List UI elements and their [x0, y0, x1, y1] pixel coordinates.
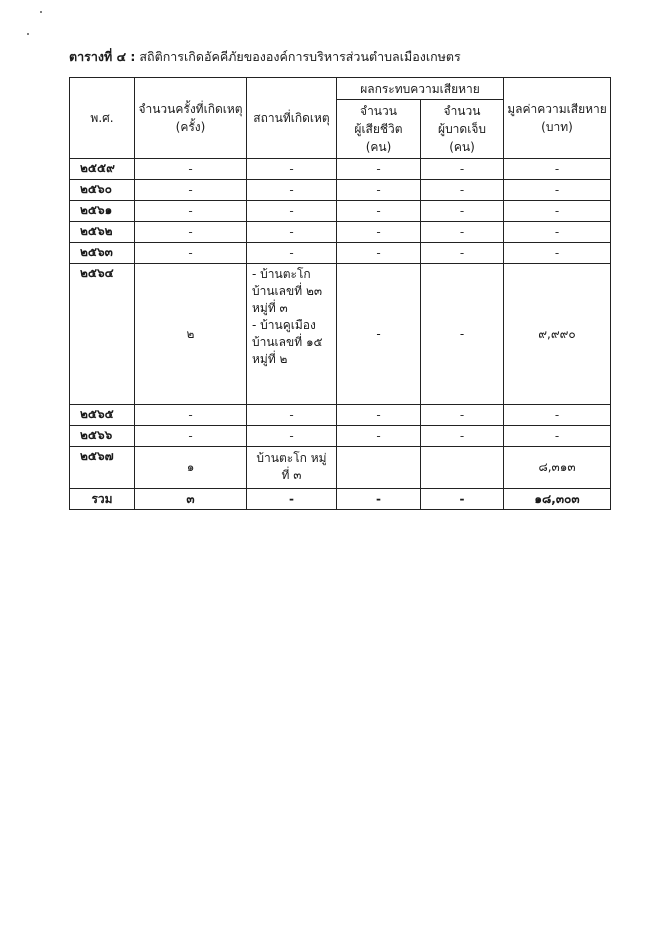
cell-count: -: [135, 201, 247, 222]
cell-value: ๘,๓๑๓: [504, 447, 611, 489]
cell-injured: -: [421, 426, 504, 447]
table-row: [70, 201, 611, 222]
header-value-line1: มูลค่าความเสียหาย: [507, 102, 607, 116]
header-incident-count: [135, 78, 247, 159]
cell-count: ๒: [135, 264, 247, 405]
cell-count: -: [135, 426, 247, 447]
header-deaths-line2: ผู้เสียชีวิต: [354, 122, 403, 136]
cell-value: -: [504, 222, 611, 243]
cell-injured: -: [421, 405, 504, 426]
cell-injured: -: [421, 159, 504, 180]
cell-year: ๒๕๖๕: [70, 405, 135, 426]
total-value: ๑๘,๓๐๓: [504, 489, 611, 510]
total-label: รวม: [70, 489, 135, 510]
cell-year: ๒๕๖๗: [70, 447, 135, 489]
table-row: [70, 243, 611, 264]
table-row: [70, 447, 611, 489]
cell-place: -: [247, 159, 337, 180]
header-injured-line2: ผู้บาดเจ็บ: [438, 122, 486, 136]
table-number: ตารางที่ ๔ :: [69, 49, 136, 64]
total-injured: -: [421, 489, 504, 510]
cell-year: ๒๕๖๐: [70, 180, 135, 201]
place-line: บ้านตะโก หมู่: [256, 451, 327, 465]
cell-count: -: [135, 243, 247, 264]
cell-count: ๑: [135, 447, 247, 489]
cell-place: -: [247, 426, 337, 447]
cell-year: ๒๕๖๔: [70, 264, 135, 405]
cell-deaths: -: [337, 201, 421, 222]
header-impact: ผลกระทบความเสียหาย: [337, 78, 504, 100]
cell-injured: -: [421, 222, 504, 243]
cell-place: -: [247, 222, 337, 243]
header-injured-line3: (คน): [449, 140, 475, 154]
table-row: [70, 426, 611, 447]
place-line: หมู่ที่ ๒: [252, 352, 288, 366]
cell-place: -: [247, 405, 337, 426]
cell-injured: -: [421, 201, 504, 222]
cell-deaths: -: [337, 426, 421, 447]
total-row: [70, 489, 611, 510]
cell-year: ๒๕๖๓: [70, 243, 135, 264]
cell-value: -: [504, 243, 611, 264]
table-row: [70, 180, 611, 201]
cell-place: -: [247, 180, 337, 201]
place-line: ที่ ๓: [281, 468, 302, 482]
cell-count: -: [135, 180, 247, 201]
total-count: ๓: [135, 489, 247, 510]
cell-deaths: -: [337, 405, 421, 426]
cell-injured: -: [421, 180, 504, 201]
cell-value: -: [504, 405, 611, 426]
cell-place: -: [247, 243, 337, 264]
cell-value: -: [504, 426, 611, 447]
cell-deaths: -: [337, 243, 421, 264]
cell-count: -: [135, 405, 247, 426]
header-injured-line1: จำนวน: [443, 104, 481, 118]
table-row: [70, 264, 611, 405]
header-count-line2: (ครั้ง): [175, 120, 206, 134]
cell-injured: -: [421, 243, 504, 264]
cell-year: ๒๕๕๙: [70, 159, 135, 180]
cell-count: -: [135, 222, 247, 243]
cell-deaths: -: [337, 222, 421, 243]
header-damage-value: [504, 78, 611, 159]
header-place: สถานที่เกิดเหตุ: [247, 78, 337, 159]
cell-place: -: [247, 201, 337, 222]
cell-value: -: [504, 159, 611, 180]
table-title: สถิติการเกิดอัคคีภัยขององค์การบริหารส่วนตำบลเมืองเกษตร: [139, 49, 461, 64]
cell-place: [247, 264, 337, 405]
place-line: - บ้านคูเมือง: [252, 318, 316, 332]
header-deaths-line1: จำนวน: [360, 104, 397, 118]
cell-count: -: [135, 159, 247, 180]
place-line: บ้านเลขที่ ๒๓: [252, 284, 323, 298]
fire-statistics-table: [69, 77, 611, 510]
cell-deaths: -: [337, 180, 421, 201]
cell-year: ๒๕๖๖: [70, 426, 135, 447]
cell-deaths: [337, 447, 421, 489]
table-row: [70, 159, 611, 180]
cell-value: ๙,๙๙๐: [504, 264, 611, 405]
header-deaths-line3: (คน): [365, 140, 392, 154]
place-line: บ้านเลขที่ ๑๕: [252, 335, 323, 349]
header-injured: [421, 100, 504, 159]
header-deaths: [337, 100, 421, 159]
cell-year: ๒๕๖๒: [70, 222, 135, 243]
cell-deaths: -: [337, 264, 421, 405]
scan-speck: [40, 11, 42, 13]
table-row: [70, 405, 611, 426]
cell-deaths: -: [337, 159, 421, 180]
header-year: พ.ศ.: [70, 78, 135, 159]
cell-injured: -: [421, 264, 504, 405]
cell-injured: [421, 447, 504, 489]
scan-speck: [27, 33, 29, 35]
total-deaths: -: [337, 489, 421, 510]
total-place: -: [247, 489, 337, 510]
table-row: [70, 222, 611, 243]
cell-value: -: [504, 180, 611, 201]
place-line: หมู่ที่ ๓: [252, 301, 288, 315]
cell-year: ๒๕๖๑: [70, 201, 135, 222]
header-count-line1: จำนวนครั้งที่เกิดเหตุ: [138, 102, 243, 116]
table-caption: [69, 48, 461, 66]
place-line: - บ้านตะโก: [252, 267, 311, 281]
cell-place: [247, 447, 337, 489]
cell-value: -: [504, 201, 611, 222]
header-value-line2: (บาท): [541, 120, 573, 134]
